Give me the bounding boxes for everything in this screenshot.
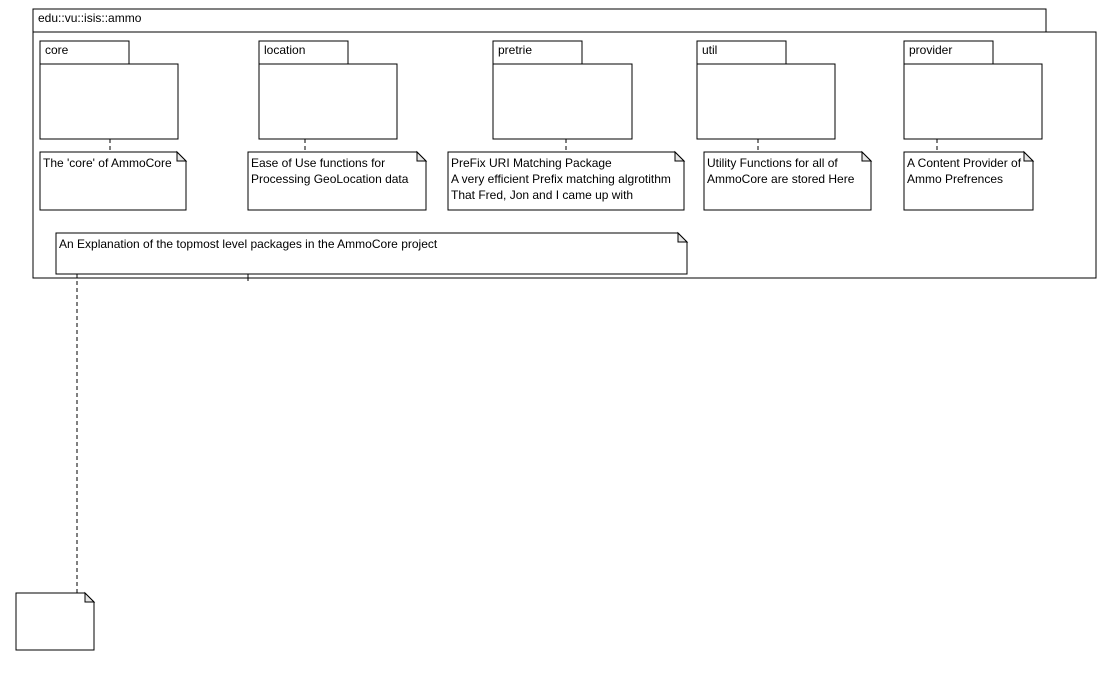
note-line: Processing GeoLocation data <box>251 172 409 186</box>
package-label-provider: provider <box>909 43 953 57</box>
note-line: A very efficient Prefix matching algrotithm <box>451 172 671 186</box>
package-label-core: core <box>45 43 69 57</box>
note-line: That Fred, Jon and I came up with <box>451 188 634 202</box>
note-line: Ammo Prefrences <box>907 172 1004 186</box>
note-line: An Explanation of the topmost level packages in the AmmoCore project <box>59 237 438 251</box>
explanation-note-text <box>59 236 437 252</box>
note-line: The 'core' of AmmoCore <box>43 156 172 170</box>
package-label-pretrie: pretrie <box>498 43 533 57</box>
note-line: Utility Functions for all of <box>707 156 838 170</box>
note-bottom-empty[interactable] <box>16 593 94 650</box>
note-text-location <box>251 155 408 187</box>
note-text-core <box>43 155 172 171</box>
note-text-provider <box>907 155 1021 187</box>
note-text-pretrie <box>451 155 671 203</box>
note-line: PreFix URI Matching Package <box>451 156 612 170</box>
outer-package-label: edu::vu::isis::ammo <box>38 11 142 25</box>
package-label-util: util <box>702 43 718 57</box>
package-label-location: location <box>264 43 306 57</box>
note-text-util <box>707 155 854 187</box>
note-line: AmmoCore are stored Here <box>707 172 855 186</box>
note-line: Ease of Use functions for <box>251 156 386 170</box>
note-line: A Content Provider of <box>907 156 1022 170</box>
